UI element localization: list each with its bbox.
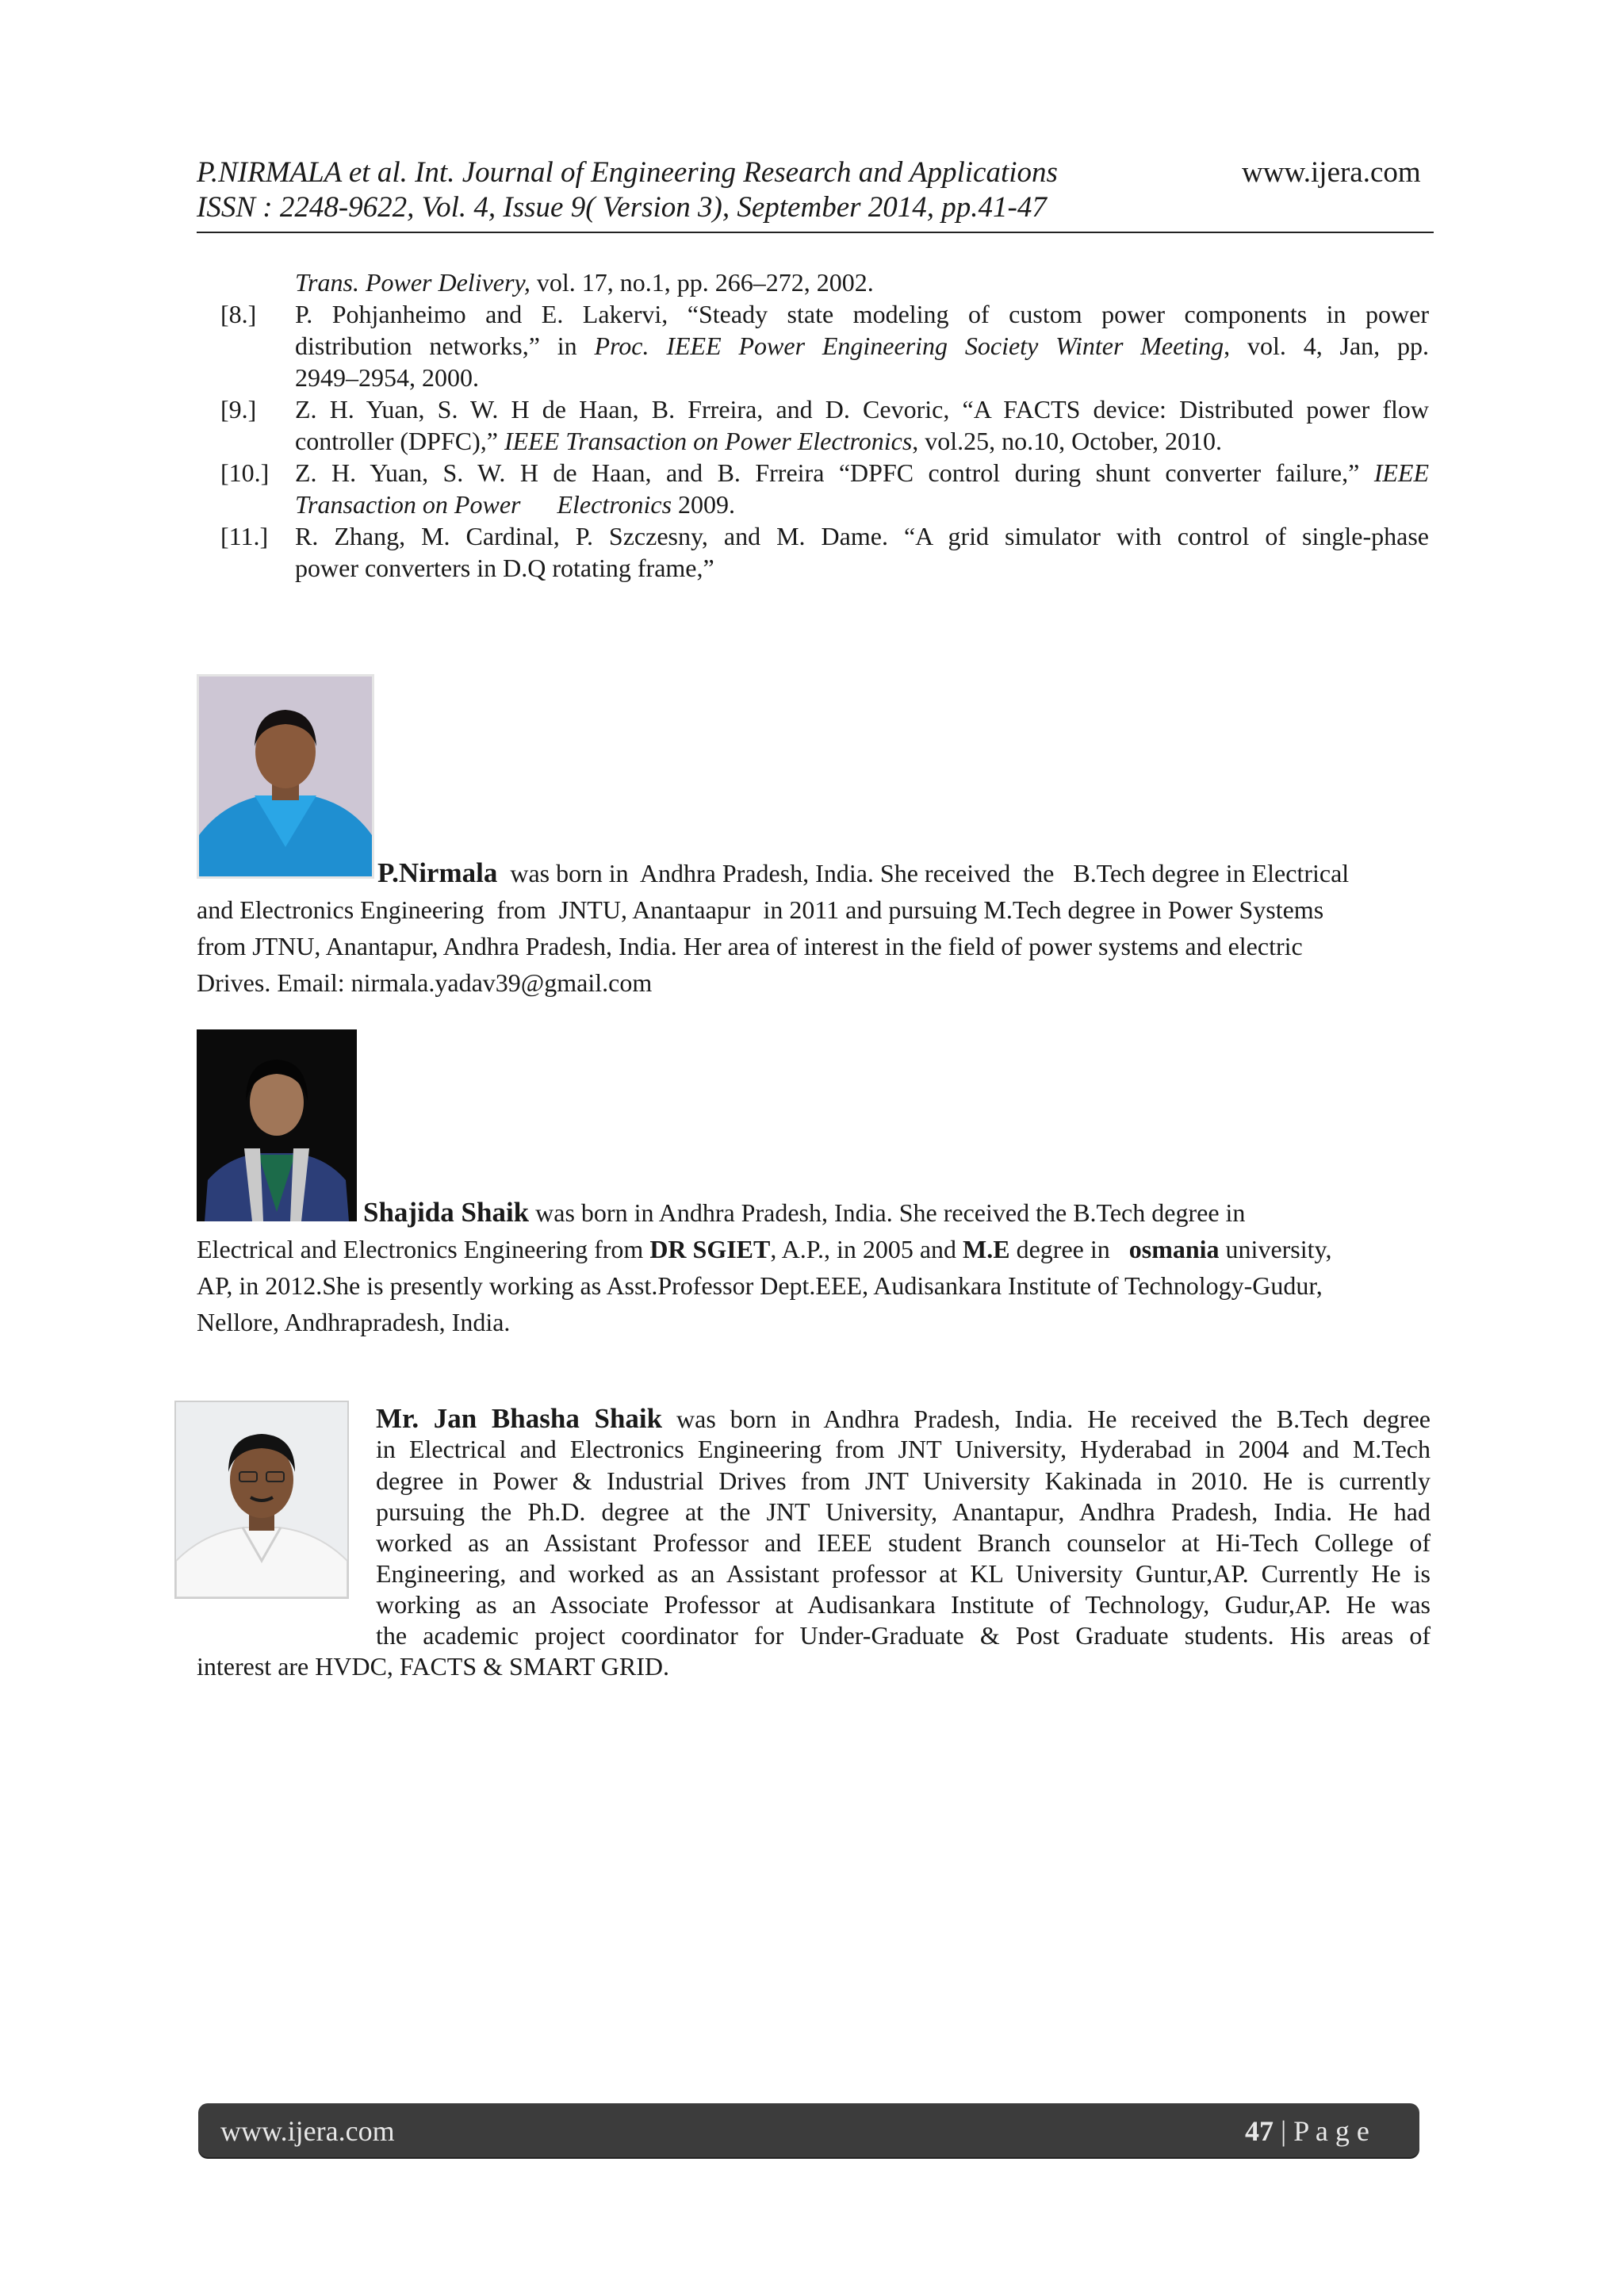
author-name-shajida: Shajida Shaik (363, 1197, 530, 1228)
bio-nirmala-line1: P.Nirmala was born in Andhra Pradesh, India. She received the B.Tech degree in Electrical (377, 857, 1350, 888)
bio-jan-bhasha-line1: Mr. Jan Bhasha Shaik was born in Andhra Pradesh, India. He received the B.Tech degree (376, 1403, 1431, 1434)
reference-8-line2: distribution networks,” in Proc. IEEE Power Engineering Society Winter Meeting, vol. 4, Jan, pp. (295, 332, 1430, 360)
author-photo-shajida (197, 1029, 357, 1221)
reference-8-line3: 2949–2954, 2000. (295, 363, 479, 392)
bio-jan-bhasha-line4: pursuing the Ph.D. degree at the JNT University, Anantapur, Andhra Pradesh, India. He had (376, 1497, 1431, 1526)
bio-jan-bhasha-line8: the academic project coordinator for Under-Graduate & Post Graduate students. His areas of (376, 1621, 1431, 1650)
reference-7-continuation: Trans. Power Delivery, vol. 17, no.1, pp. 266–272, 2002. (295, 268, 874, 297)
bio-jan-bhasha-line7: working as an Associate Professor at Audisankara Institute of Technology, Gudur,AP. He was (376, 1590, 1431, 1619)
footer-website: www.ijera.com (220, 2115, 395, 2147)
bio-jan-bhasha-line2: in Electrical and Electronics Engineering from JNT University, Hyderabad in 2004 and M.Tech (376, 1435, 1431, 1463)
bio-shajida-line3: AP, in 2012.She is presently working as Asst.Professor Dept.EEE, Audisankara Institute of Technology-Gudur, (197, 1271, 1323, 1300)
header-rule (197, 232, 1434, 233)
bio-jan-bhasha-line9: interest are HVDC, FACTS & SMART GRID. (197, 1652, 669, 1681)
journal-header-title: P.NIRMALA et al. Int. Journal of Engineering Research and Applications (197, 156, 1058, 189)
bio-shajida-line1: Shajida Shaik was born in Andhra Pradesh, India. She received the B.Tech degree in (363, 1197, 1246, 1228)
journal-header-issn: ISSN : 2248-9622, Vol. 4, Issue 9( Version 3), September 2014, pp.41-47 (197, 191, 1047, 224)
bio-jan-bhasha-line5: worked as an Assistant Professor and IEEE student Branch counselor at Hi-Tech College of (376, 1528, 1431, 1557)
reference-8-line1: P. Pohjanheimo and E. Lakervi, “Steady state modeling of custom power components in power (295, 300, 1429, 328)
reference-11-line1: R. Zhang, M. Cardinal, P. Szczesny, and M. Dame. “A grid simulator with control of single-phase (295, 522, 1429, 550)
bio-shajida-line2: Electrical and Electronics Engineering from DR SGIET, A.P., in 2005 and M.E degree in osmania university, (197, 1235, 1332, 1263)
author-photo-jan-bhasha (174, 1401, 349, 1599)
bio-nirmala-line3: from JTNU, Anantapur, Andhra Pradesh, India. Her area of interest in the field of power systems and electric (197, 932, 1303, 960)
author-photo-nirmala (197, 674, 374, 879)
reference-10-line1: Z. H. Yuan, S. W. H de Haan, and B. Frreira “DPFC control during shunt converter failure,” IEEE (295, 458, 1429, 487)
footer-page-number: 47 | P a g e (1245, 2115, 1369, 2147)
header-website: www.ijera.com (1242, 156, 1421, 189)
reference-9-line2: controller (DPFC),” IEEE Transaction on Power Electronics, vol.25, no.10, October, 2010. (295, 427, 1222, 455)
author-name-jan-bhasha: Mr. Jan Bhasha Shaik (376, 1403, 663, 1434)
reference-9-line1: Z. H. Yuan, S. W. H de Haan, B. Frreira, and D. Cevoric, “A FACTS device: Distributed power flow (295, 395, 1429, 424)
bio-jan-bhasha-line3: degree in Power & Industrial Drives from JNT University Kakinada in 2010. He is currently (376, 1466, 1431, 1495)
author-name-nirmala: P.Nirmala (377, 857, 498, 888)
reference-11-line2: power converters in D.Q rotating frame,” (295, 554, 714, 582)
bio-shajida-line4: Nellore, Andhrapradesh, India. (197, 1308, 511, 1336)
bio-nirmala-line4: Drives. Email: nirmala.yadav39@gmail.com (197, 968, 653, 997)
reference-10-line2: Transaction on Power Electronics 2009. (295, 490, 736, 519)
bio-nirmala-line2: and Electronics Engineering from JNTU, Anantaapur in 2011 and pursuing M.Tech degree in Power Systems (197, 895, 1324, 924)
reference-9-number: [9.] (220, 395, 257, 424)
reference-11-number: [11.] (220, 522, 269, 550)
bio-jan-bhasha-line6: Engineering, and worked as an Assistant professor at KL University Guntur,AP. Currently He is (376, 1559, 1431, 1588)
reference-8-number: [8.] (220, 300, 257, 328)
reference-10-number: [10.] (220, 458, 270, 487)
